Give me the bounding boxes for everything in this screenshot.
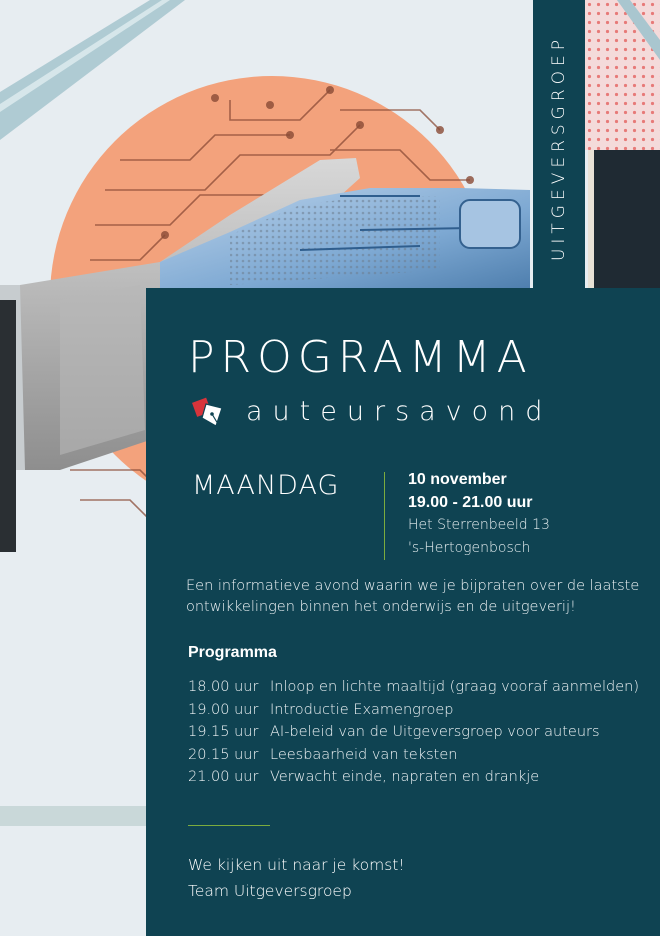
schedule-row bbox=[188, 744, 648, 767]
schedule-desc: Introductie Examengroep bbox=[270, 701, 454, 718]
schedule-row bbox=[188, 676, 648, 699]
page-subtitle: auteursavond bbox=[246, 396, 553, 427]
program-panel bbox=[146, 288, 660, 936]
schedule-time: 21.00 uur bbox=[188, 769, 259, 786]
program-heading: Programma bbox=[188, 644, 277, 661]
event-day: MAANDAG bbox=[192, 470, 340, 501]
schedule-row bbox=[188, 699, 648, 722]
schedule-desc: Verwacht einde, napraten en drankje bbox=[270, 769, 540, 786]
divider-vertical bbox=[384, 472, 385, 560]
schedule-time: 18.00 uur bbox=[188, 679, 259, 696]
schedule-desc: AI-beleid van de Uitgeversgroep voor auteurs bbox=[270, 724, 600, 741]
event-address-street: Het Sterrenbeeld 13 bbox=[408, 517, 550, 533]
brand-vertical-label: UITGEVERSGROEP bbox=[549, 34, 569, 262]
schedule-time: 19.15 uur bbox=[188, 724, 259, 741]
event-date: 10 november bbox=[408, 471, 507, 488]
event-info bbox=[408, 468, 550, 560]
schedule-row bbox=[188, 766, 648, 789]
closing-line: We kijken uit naar je komst! bbox=[188, 856, 405, 874]
schedule-time: 20.15 uur bbox=[188, 746, 259, 763]
schedule-desc: Inloop en lichte maaltijd (graag vooraf aanmelden) bbox=[270, 679, 639, 696]
pen-nib-icon bbox=[192, 396, 228, 428]
divider-horizontal bbox=[188, 825, 270, 826]
event-time: 19.00 - 21.00 uur bbox=[408, 494, 533, 511]
schedule-row bbox=[188, 721, 648, 744]
schedule-desc: Leesbaarheid van teksten bbox=[270, 746, 458, 763]
closing-text bbox=[188, 852, 405, 904]
event-address-city: 's-Hertogenbosch bbox=[408, 540, 531, 556]
page-title: PROGRAMMA bbox=[188, 332, 533, 383]
schedule-time: 19.00 uur bbox=[188, 701, 259, 718]
intro-text: Een informatieve avond waarin we je bijpraten over de laatste ontwikkelingen binnen het onderwijs en de uitgeverij! bbox=[186, 578, 640, 615]
program-schedule bbox=[188, 676, 648, 789]
closing-signature: Team Uitgeversgroep bbox=[188, 882, 352, 900]
